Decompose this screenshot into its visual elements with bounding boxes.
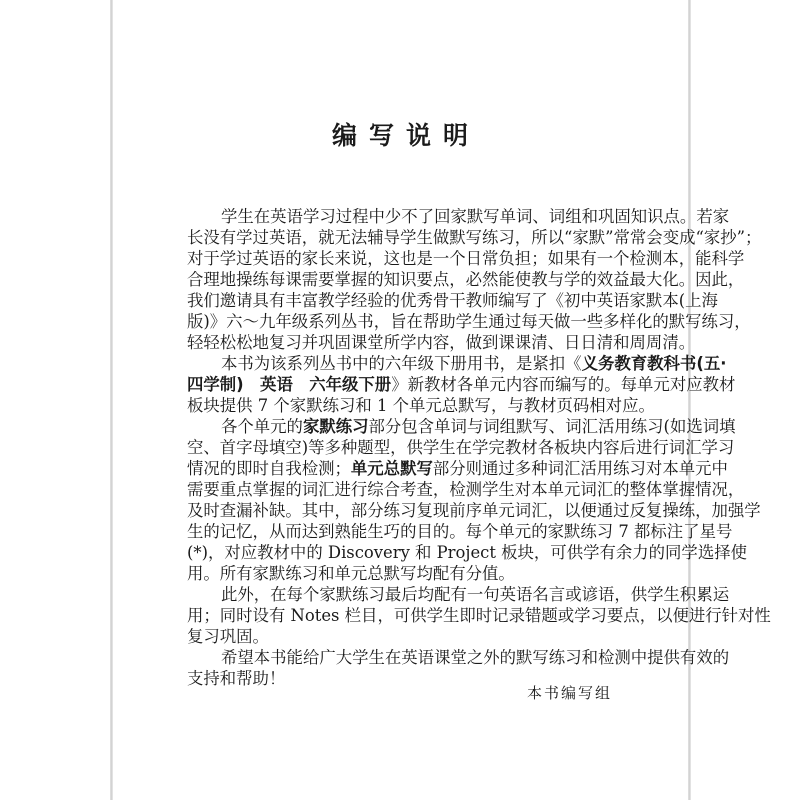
text-segment: 部分则通过多种词汇活用练习对本单元中	[432, 459, 728, 478]
text-line	[187, 542, 747, 563]
page-title: 编写说明	[331, 121, 480, 150]
text-line	[187, 290, 718, 311]
text-segment: 空、首字母填空)等多种题型，供学生在学完教材各板块内容后进行词汇学习	[187, 438, 735, 457]
text-segment: 本书为该系列丛书中的六年级下册用书，是紧扣《	[221, 354, 582, 373]
text-line	[187, 374, 736, 395]
text-line	[187, 248, 745, 269]
text-segment: 用。所有家默练习和单元总默写均配有分值。	[187, 564, 515, 583]
text-segment: 部分包含单词与词组默写、词汇活用练习(如选词填	[368, 417, 736, 436]
text-line	[187, 584, 730, 605]
text-segment: 用；同时设有 Notes 栏目，可供学生即时记录错题或学习要点，以便进行针对性	[187, 606, 771, 625]
text-segment: 各个单元的	[221, 417, 303, 436]
text-line	[187, 479, 745, 500]
text-segment: 版)》六～九年级系列丛书，旨在帮助学生通过每天做一些多样化的默写练习，	[187, 312, 751, 331]
bold-text: 四学制) 英语 六年级下册	[187, 375, 392, 394]
text-segment: 》新教材各单元内容而编写的。每单元对应教材	[391, 375, 736, 394]
text-line	[187, 500, 761, 521]
preface-body	[187, 206, 771, 689]
text-segment: 生的记忆，从而达到熟能生巧的目的。每个单元的家默练习 7 都标注了星号	[187, 522, 733, 541]
text-line	[187, 626, 602, 647]
text-segment: 及时查漏补缺。其中，部分练习复现前序单元词汇，以便通过反复操练，加强学	[187, 501, 761, 520]
text-line	[187, 416, 736, 437]
text-line	[187, 227, 762, 248]
text-line	[187, 563, 602, 584]
text-segment: 长没有学过英语，就无法辅导学生做默写练习，所以“家默”常常会变成“家抄”；	[187, 228, 762, 247]
text-segment: 板块提供 7 个家默练习和 1 个单元总默写，与教材页码相对应。	[187, 396, 655, 415]
text-segment: 希望本书能给广大学生在英语课堂之外的默写练习和检测中提供有效的	[221, 648, 730, 667]
text-line	[187, 437, 735, 458]
text-segment: (*)，对应教材中的 Discovery 和 Project 板块，可供学有余力的同学选择使	[187, 543, 747, 562]
text-segment: 合理地操练每课需要掌握的知识要点，必然能使教与学的效益最大化。因此，	[187, 270, 745, 289]
text-line	[187, 311, 751, 332]
text-line	[187, 269, 745, 290]
bold-text: 义务教育教科书(五·	[581, 354, 727, 373]
text-line	[187, 395, 655, 416]
text-segment: 支持和帮助！	[187, 669, 286, 688]
text-line	[187, 605, 771, 626]
text-line	[187, 353, 727, 374]
bold-text: 单元总默写	[350, 459, 433, 478]
text-segment: 学生在英语学习过程中少不了回家默写单词、词组和巩固知识点。若家	[221, 207, 730, 226]
text-line	[187, 458, 728, 479]
text-segment: 轻轻松松地复习并巩固课堂所学内容，做到课课清、日日清和周周清。	[187, 333, 696, 352]
bold-text: 家默练习	[302, 417, 369, 436]
text-line	[187, 647, 730, 668]
text-line	[187, 521, 733, 542]
text-segment: 情况的即时自我检测；	[187, 459, 351, 478]
text-segment: 对于学过英语的家长来说，这也是一个日常负担；如果有一个检测本，能科学	[187, 249, 745, 268]
text-segment: 需要重点掌握的词汇进行综合考查，检测学生对本单元词汇的整体掌握情况，	[187, 480, 745, 499]
text-segment: 我们邀请具有丰富教学经验的优秀骨干教师编写了《初中英语家默本(上海	[187, 291, 718, 310]
text-segment: 此外，在每个家默练习最后均配有一句英语名言或谚语，供学生积累运	[221, 585, 730, 604]
text-segment: 复习巩固。	[187, 627, 269, 646]
signature: 本书编写组	[527, 684, 613, 702]
text-line	[187, 206, 730, 227]
text-line	[187, 332, 696, 353]
